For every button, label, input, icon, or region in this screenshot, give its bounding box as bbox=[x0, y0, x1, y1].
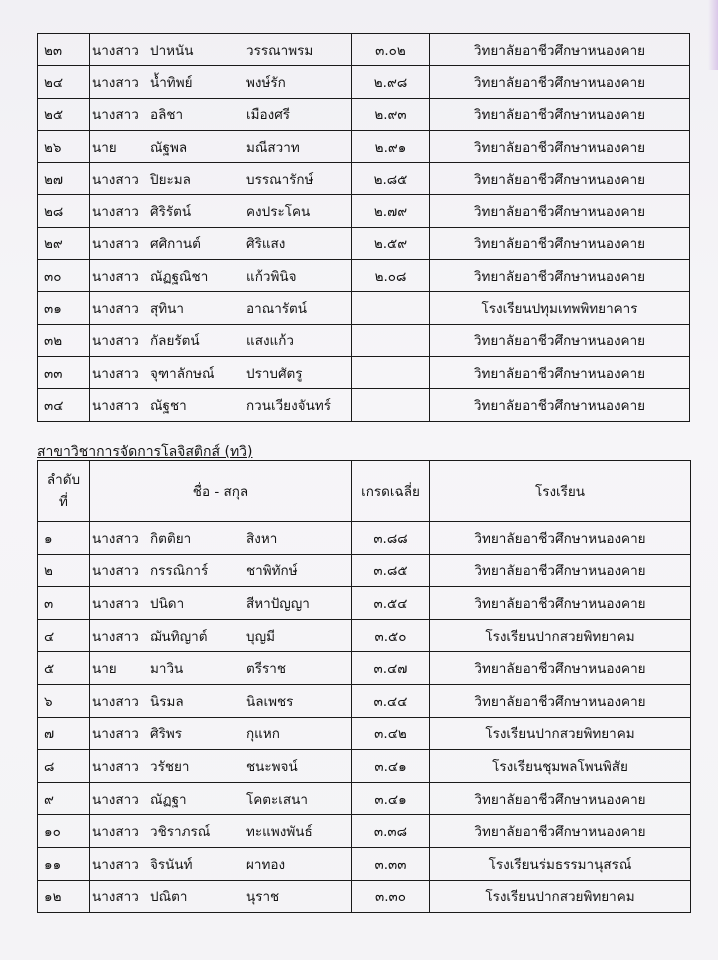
table-row bbox=[38, 356, 690, 388]
school-name: โรงเรียนปากสวยพิทยาคม bbox=[430, 717, 691, 750]
school-name: โรงเรียนปากสวยพิทยาคม bbox=[430, 619, 691, 652]
gpa-value: ๒.๙๓ bbox=[352, 98, 430, 130]
last-name: ศิริแสง bbox=[246, 236, 286, 253]
last-name: แสงแก้ว bbox=[246, 333, 294, 350]
first-name: ณัฐพล bbox=[150, 139, 188, 156]
student-name-cell bbox=[90, 260, 352, 292]
student-table-body bbox=[38, 522, 691, 913]
first-name: ศิริรัตน์ bbox=[150, 204, 192, 221]
student-name-cell bbox=[90, 34, 352, 66]
table-row bbox=[38, 619, 691, 652]
row-number: ๒๔ bbox=[38, 66, 90, 98]
last-name: กวนเวียงจันทร์ bbox=[246, 397, 331, 414]
school-name: วิทยาลัยอาชีวศึกษาหนองคาย bbox=[430, 587, 691, 620]
name-title: นางสาว bbox=[92, 693, 139, 710]
first-name: ศิริพร bbox=[150, 726, 182, 743]
name-title: นางสาว bbox=[92, 628, 139, 645]
last-name: อาณารัตน์ bbox=[246, 301, 308, 318]
table-row bbox=[38, 260, 690, 292]
student-name-cell bbox=[90, 195, 352, 227]
last-name: พงษ์รัก bbox=[246, 74, 286, 91]
name-title: นางสาว bbox=[92, 204, 139, 221]
logistics-student-table bbox=[37, 460, 691, 913]
student-name-cell bbox=[90, 130, 352, 162]
student-name-cell bbox=[90, 554, 352, 587]
section-title: สาขาวิชาการจัดการโลจิสติกส์ (ทวิ) bbox=[37, 444, 253, 460]
name-title: นางสาว bbox=[92, 563, 139, 580]
first-name: น้ำทิพย์ bbox=[150, 74, 193, 91]
table-row bbox=[38, 587, 691, 620]
student-name-cell bbox=[90, 522, 352, 555]
first-name: ปณิตา bbox=[150, 889, 188, 906]
student-table-body bbox=[38, 34, 690, 422]
last-name: บุญมี bbox=[246, 628, 275, 645]
table-row bbox=[38, 227, 690, 259]
last-name: โคตะเสนา bbox=[246, 791, 308, 808]
row-number: ๒ bbox=[38, 554, 90, 587]
school-name: วิทยาลัยอาชีวศึกษาหนองคาย bbox=[430, 130, 690, 162]
student-name-cell bbox=[90, 324, 352, 356]
gpa-value: ๓.๘๕ bbox=[352, 554, 430, 587]
table-row bbox=[38, 782, 691, 815]
last-name: ผาทอง bbox=[246, 856, 286, 873]
school-name: วิทยาลัยอาชีวศึกษาหนองคาย bbox=[430, 227, 690, 259]
school-name: วิทยาลัยอาชีวศึกษาหนองคาย bbox=[430, 195, 690, 227]
first-name: ศศิกานต์ bbox=[150, 236, 201, 253]
name-title: นางสาว bbox=[92, 268, 139, 285]
last-name: สีหาปัญญา bbox=[246, 595, 310, 612]
first-name: จุฑาลักษณ์ bbox=[150, 365, 215, 382]
last-name: ทะแพงพันธ์ bbox=[246, 824, 313, 841]
first-name: กัลยรัตน์ bbox=[150, 333, 200, 350]
name-title: นางสาว bbox=[92, 236, 139, 253]
table-row bbox=[38, 66, 690, 98]
last-name: เมืองศรี bbox=[246, 107, 291, 124]
student-name-cell bbox=[90, 782, 352, 815]
school-name: วิทยาลัยอาชีวศึกษาหนองคาย bbox=[430, 389, 690, 421]
gpa-value: ๓.๓๘ bbox=[352, 815, 430, 848]
last-name: แก้วพินิจ bbox=[246, 268, 297, 285]
row-number: ๓๔ bbox=[38, 389, 90, 421]
school-name: วิทยาลัยอาชีวศึกษาหนองคาย bbox=[430, 554, 691, 587]
first-name: ฌันทิญาต์ bbox=[150, 628, 208, 645]
table-row bbox=[38, 389, 690, 421]
student-name-cell bbox=[90, 717, 352, 750]
table-row bbox=[38, 717, 691, 750]
student-name-cell bbox=[90, 847, 352, 880]
row-number: ๒๕ bbox=[38, 98, 90, 130]
row-number: ๒๓ bbox=[38, 34, 90, 66]
name-title: นางสาว bbox=[92, 74, 139, 91]
gpa-value bbox=[352, 292, 430, 324]
header-gpa: เกรดเฉลี่ย bbox=[352, 461, 430, 522]
row-number: ๑๒ bbox=[38, 880, 90, 913]
last-name: คงประโคน bbox=[246, 204, 311, 221]
first-name: กิตติยา bbox=[150, 530, 192, 547]
student-name-cell bbox=[90, 98, 352, 130]
first-name: นิรมล bbox=[150, 693, 184, 710]
student-name-cell bbox=[90, 880, 352, 913]
table-row bbox=[38, 815, 691, 848]
table-row bbox=[38, 130, 690, 162]
student-name-cell bbox=[90, 292, 352, 324]
gpa-value: ๒.๙๑ bbox=[352, 130, 430, 162]
student-name-cell bbox=[90, 163, 352, 195]
table-row bbox=[38, 292, 690, 324]
gpa-value: ๒.๕๙ bbox=[352, 227, 430, 259]
row-number: ๓๐ bbox=[38, 260, 90, 292]
table-row bbox=[38, 847, 691, 880]
table-row bbox=[38, 522, 691, 555]
school-name: โรงเรียนชุมพลโพนพิสัย bbox=[430, 750, 691, 783]
row-number: ๕ bbox=[38, 652, 90, 685]
header-school: โรงเรียน bbox=[430, 461, 691, 522]
gpa-value: ๓.๔๔ bbox=[352, 684, 430, 717]
student-name-cell bbox=[90, 66, 352, 98]
name-title: นางสาว bbox=[92, 595, 139, 612]
student-name-cell bbox=[90, 815, 352, 848]
name-title: นาย bbox=[92, 661, 117, 678]
row-number: ๘ bbox=[38, 750, 90, 783]
gpa-value bbox=[352, 389, 430, 421]
first-name: ณัฐชา bbox=[150, 397, 187, 414]
table-header-row bbox=[38, 461, 691, 522]
row-number: ๑๑ bbox=[38, 847, 90, 880]
last-name: ชาพิทักษ์ bbox=[246, 563, 298, 580]
first-name: สุทินา bbox=[150, 301, 184, 318]
school-name: โรงเรียนร่มธรรมานุสรณ์ bbox=[430, 847, 691, 880]
gpa-value bbox=[352, 356, 430, 388]
gpa-value: ๓.๔๑ bbox=[352, 750, 430, 783]
row-number: ๓๑ bbox=[38, 292, 90, 324]
row-number: ๒๖ bbox=[38, 130, 90, 162]
last-name: นิลเพชร bbox=[246, 693, 294, 710]
row-number: ๓ bbox=[38, 587, 90, 620]
last-name: วรรณาพรม bbox=[246, 42, 314, 59]
row-number: ๓๒ bbox=[38, 324, 90, 356]
header-order: ลำดับที่ bbox=[38, 461, 90, 522]
name-title: นางสาว bbox=[92, 726, 139, 743]
name-title: นางสาว bbox=[92, 171, 139, 188]
name-title: นาย bbox=[92, 139, 117, 156]
gpa-value: ๓.๔๗ bbox=[352, 652, 430, 685]
row-number: ๙ bbox=[38, 782, 90, 815]
last-name: กุแหก bbox=[246, 726, 280, 743]
last-name: ตรีราช bbox=[246, 661, 287, 678]
row-number: ๒๘ bbox=[38, 195, 90, 227]
first-name: ปิยะมล bbox=[150, 171, 191, 188]
name-title: นางสาว bbox=[92, 107, 139, 124]
page-edge-shadow bbox=[708, 0, 718, 70]
gpa-value bbox=[352, 324, 430, 356]
table-row bbox=[38, 880, 691, 913]
last-name: ปราบศัตรู bbox=[246, 365, 303, 382]
gpa-value: ๓.๔๑ bbox=[352, 782, 430, 815]
table-row bbox=[38, 554, 691, 587]
gpa-value: ๓.๘๘ bbox=[352, 522, 430, 555]
first-name: ปาหนัน bbox=[150, 42, 194, 59]
student-name-cell bbox=[90, 750, 352, 783]
school-name: โรงเรียนปทุมเทพพิทยาคาร bbox=[430, 292, 690, 324]
table-row bbox=[38, 163, 690, 195]
gpa-value: ๓.๕๔ bbox=[352, 587, 430, 620]
name-title: นางสาว bbox=[92, 365, 139, 382]
table-row bbox=[38, 98, 690, 130]
first-name: วชิราภรณ์ bbox=[150, 824, 211, 841]
school-name: วิทยาลัยอาชีวศึกษาหนองคาย bbox=[430, 98, 690, 130]
header-name: ชื่อ - สกุล bbox=[90, 461, 352, 522]
name-title: นางสาว bbox=[92, 889, 139, 906]
first-name: ณัฏฐา bbox=[150, 791, 187, 808]
student-name-cell bbox=[90, 684, 352, 717]
first-name: กรรณิการ์ bbox=[150, 563, 209, 580]
name-title: นางสาว bbox=[92, 824, 139, 841]
row-number: ๑๐ bbox=[38, 815, 90, 848]
table-row bbox=[38, 195, 690, 227]
school-name: วิทยาลัยอาชีวศึกษาหนองคาย bbox=[430, 782, 691, 815]
name-title: นางสาว bbox=[92, 333, 139, 350]
name-title: นางสาว bbox=[92, 856, 139, 873]
school-name: วิทยาลัยอาชีวศึกษาหนองคาย bbox=[430, 815, 691, 848]
student-name-cell bbox=[90, 652, 352, 685]
first-name: จิรนันท์ bbox=[150, 856, 193, 873]
name-title: นางสาว bbox=[92, 791, 139, 808]
last-name: บรรณารักษ์ bbox=[246, 171, 314, 188]
gpa-value: ๓.๓๓ bbox=[352, 847, 430, 880]
school-name: วิทยาลัยอาชีวศึกษาหนองคาย bbox=[430, 684, 691, 717]
name-title: นางสาว bbox=[92, 758, 139, 775]
last-name: ชนะพจน์ bbox=[246, 758, 298, 775]
school-name: วิทยาลัยอาชีวศึกษาหนองคาย bbox=[430, 260, 690, 292]
last-name: มณีสวาท bbox=[246, 139, 300, 156]
gpa-value: ๒.๗๙ bbox=[352, 195, 430, 227]
school-name: วิทยาลัยอาชีวศึกษาหนองคาย bbox=[430, 34, 690, 66]
school-name: วิทยาลัยอาชีวศึกษาหนองคาย bbox=[430, 356, 690, 388]
student-name-cell bbox=[90, 619, 352, 652]
row-number: ๖ bbox=[38, 684, 90, 717]
school-name: วิทยาลัยอาชีวศึกษาหนองคาย bbox=[430, 652, 691, 685]
row-number: ๑ bbox=[38, 522, 90, 555]
table-row bbox=[38, 684, 691, 717]
row-number: ๔ bbox=[38, 619, 90, 652]
student-name-cell bbox=[90, 356, 352, 388]
row-number: ๒๙ bbox=[38, 227, 90, 259]
last-name: นุราช bbox=[246, 889, 280, 906]
table-row bbox=[38, 34, 690, 66]
table-row bbox=[38, 324, 690, 356]
name-title: นางสาว bbox=[92, 530, 139, 547]
row-number: ๗ bbox=[38, 717, 90, 750]
gpa-value: ๓.๕๐ bbox=[352, 619, 430, 652]
student-name-cell bbox=[90, 587, 352, 620]
first-name: อลิชา bbox=[150, 107, 184, 124]
name-title: นางสาว bbox=[92, 301, 139, 318]
table-row bbox=[38, 750, 691, 783]
school-name: โรงเรียนปากสวยพิทยาคม bbox=[430, 880, 691, 913]
student-name-cell bbox=[90, 227, 352, 259]
school-name: วิทยาลัยอาชีวศึกษาหนองคาย bbox=[430, 324, 690, 356]
table-row bbox=[38, 652, 691, 685]
first-name: ณัฏฐณิชา bbox=[150, 268, 209, 285]
row-number: ๒๗ bbox=[38, 163, 90, 195]
school-name: วิทยาลัยอาชีวศึกษาหนองคาย bbox=[430, 66, 690, 98]
name-title: นางสาว bbox=[92, 397, 139, 414]
name-title: นางสาว bbox=[92, 42, 139, 59]
row-number: ๓๓ bbox=[38, 356, 90, 388]
gpa-value: ๓.๓๐ bbox=[352, 880, 430, 913]
last-name: สิงหา bbox=[246, 530, 278, 547]
first-name: มาวิน bbox=[150, 661, 184, 678]
student-table-continued bbox=[37, 33, 690, 422]
school-name: วิทยาลัยอาชีวศึกษาหนองคาย bbox=[430, 522, 691, 555]
gpa-value: ๒.๙๘ bbox=[352, 66, 430, 98]
gpa-value: ๒.๐๘ bbox=[352, 260, 430, 292]
student-name-cell bbox=[90, 389, 352, 421]
first-name: ปนิดา bbox=[150, 595, 185, 612]
gpa-value: ๓.๐๒ bbox=[352, 34, 430, 66]
gpa-value: ๓.๔๒ bbox=[352, 717, 430, 750]
first-name: วรัชยา bbox=[150, 758, 190, 775]
school-name: วิทยาลัยอาชีวศึกษาหนองคาย bbox=[430, 163, 690, 195]
gpa-value: ๒.๘๕ bbox=[352, 163, 430, 195]
